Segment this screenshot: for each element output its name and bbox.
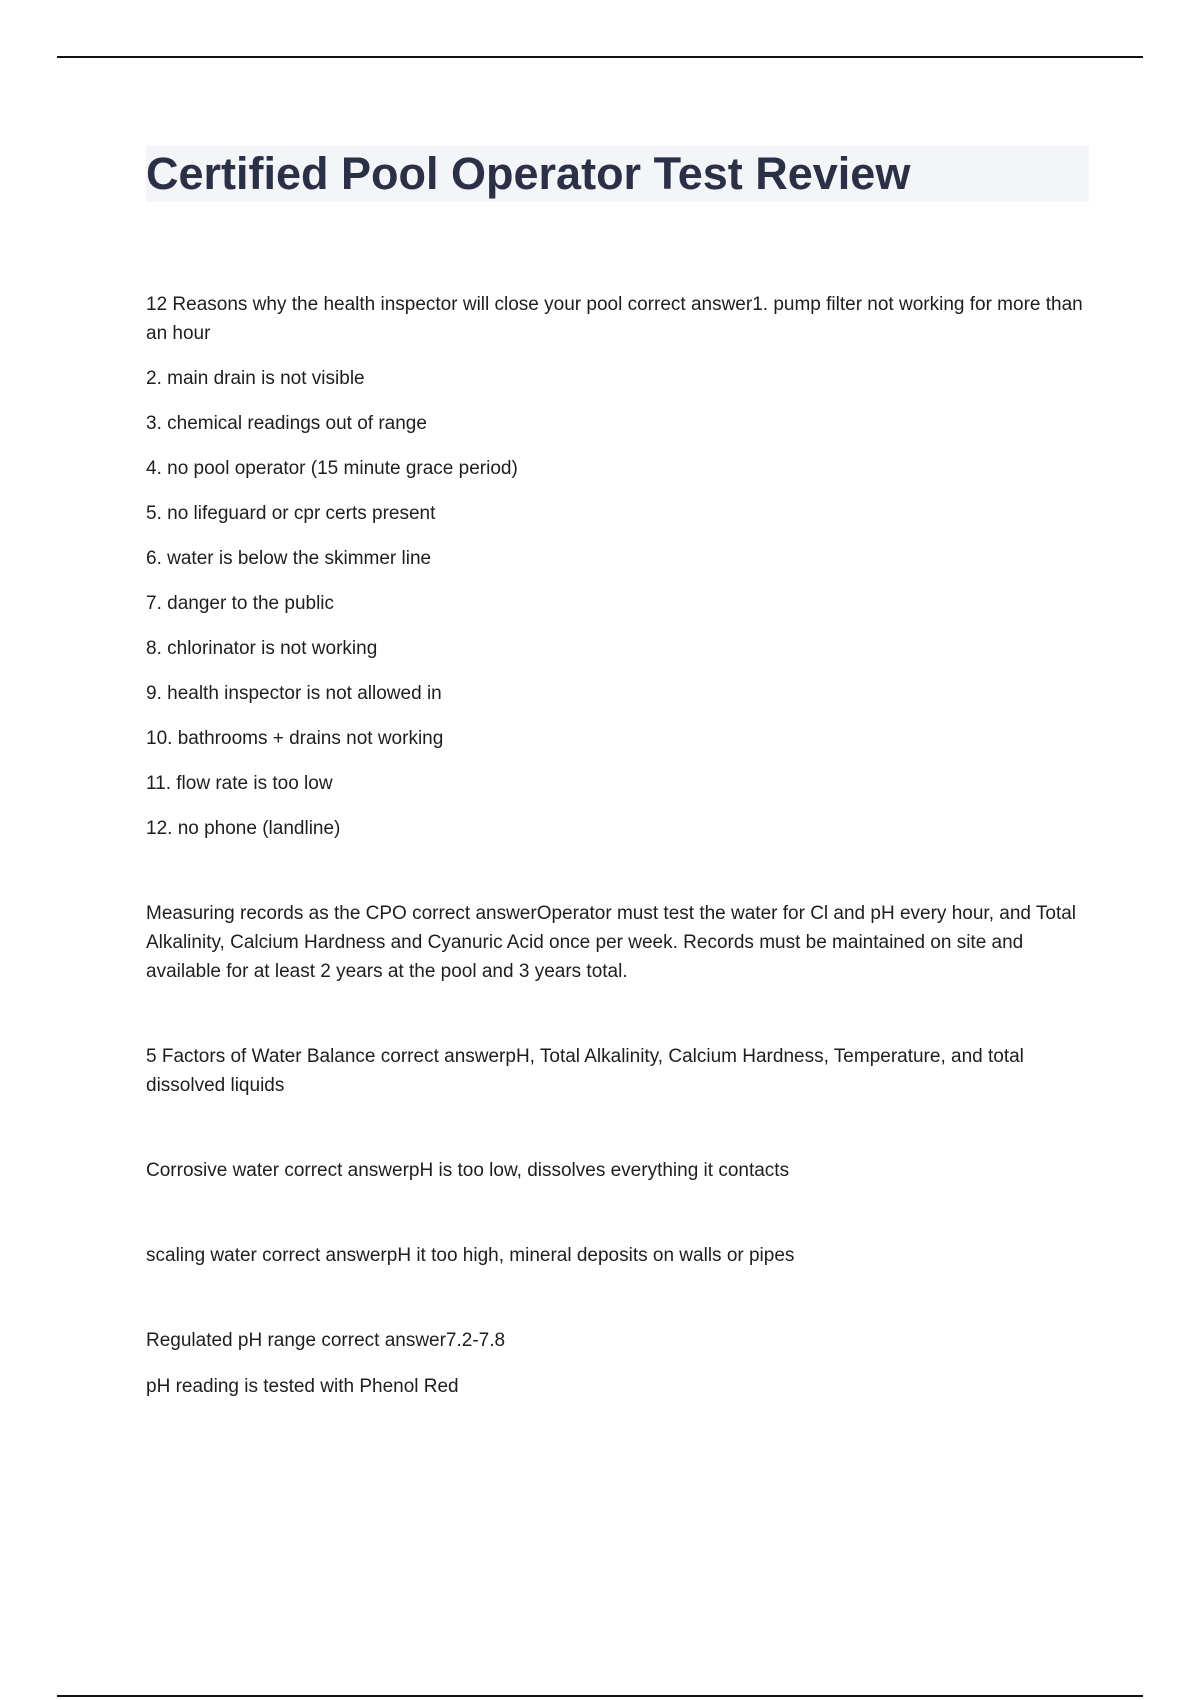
list-item: 11. flow rate is too low — [146, 773, 333, 794]
ph-test-paragraph: pH reading is tested with Phenol Red — [146, 1376, 459, 1397]
top-rule — [57, 56, 1143, 58]
list-item: 7. danger to the public — [146, 593, 335, 614]
list-item: 8. chlorinator is not working — [146, 638, 378, 659]
ph-range-paragraph: Regulated pH range correct answer7.2-7.8 — [146, 1330, 506, 1351]
page-title: Certified Pool Operator Test Review — [146, 148, 911, 199]
records-paragraph: Measuring records as the CPO correct answerOperator must test the water for Cl and pH every hour, and Total Alkalinity, Calcium Hardness and Cyanuric Acid once per week. Records must be maintained on site and available for at least 2 years at the pool and 3 years total. — [146, 903, 1077, 982]
document-body — [146, 290, 1092, 1401]
list-item: 4. no pool operator (15 minute grace period) — [146, 458, 518, 479]
list-item: 5. no lifeguard or cpr certs present — [146, 503, 436, 524]
bottom-rule — [57, 1695, 1143, 1697]
reasons-intro: 12 Reasons why the health inspector will close your pool correct answer1. pump filter not working for more than an hour — [146, 294, 1083, 344]
list-item: 10. bathrooms + drains not working — [146, 728, 444, 749]
list-item: 9. health inspector is not allowed in — [146, 683, 442, 704]
list-item: 6. water is below the skimmer line — [146, 548, 432, 569]
corrosive-water-paragraph: Corrosive water correct answerpH is too low, dissolves everything it contacts — [146, 1160, 790, 1181]
list-item: 3. chemical readings out of range — [146, 413, 427, 434]
scaling-water-paragraph: scaling water correct answerpH it too high, mineral deposits on walls or pipes — [146, 1245, 795, 1266]
list-item: 12. no phone (landline) — [146, 818, 341, 839]
list-item: 2. main drain is not visible — [146, 368, 365, 389]
water-balance-paragraph: 5 Factors of Water Balance correct answerpH, Total Alkalinity, Calcium Hardness, Temperature, and total dissolved liquids — [146, 1046, 1024, 1096]
